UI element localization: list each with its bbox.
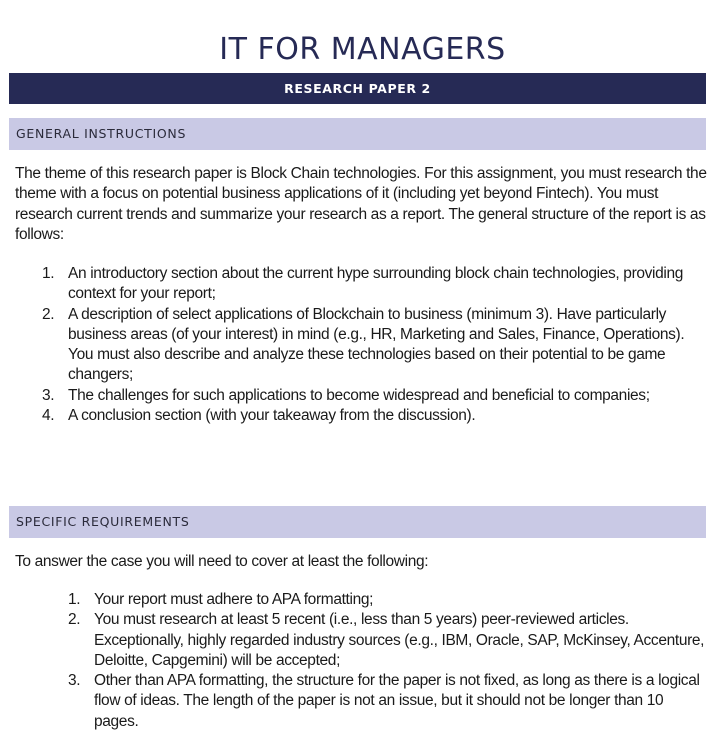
list-item: [40, 264, 705, 305]
list-item-number: 1.: [68, 591, 81, 608]
list-item: [66, 671, 711, 732]
list-item-number: 2.: [68, 611, 81, 629]
general-instructions-intro: The theme of this research paper is Block Chain technologies. For this assignment, you must research the theme with a focus on potential business applications of it (including yet beyond Fintech). You must research current trends and summarize your research as a report. The general structure of the report is as follows:: [15, 165, 707, 243]
general-instructions-list: [40, 264, 705, 426]
research-paper-banner: RESEARCH PAPER 2: [9, 73, 706, 104]
list-item-text: An introductory section about the current hype surrounding block chain technologies, providing context for your report;: [68, 265, 684, 303]
general-instructions-heading: GENERAL INSTRUCTIONS: [9, 118, 706, 150]
list-item-number: 3.: [42, 386, 55, 404]
list-item: [40, 406, 705, 426]
list-item-number: 1.: [42, 265, 55, 282]
list-item-text: You must research at least 5 recent (i.e., less than 5 years) peer-reviewed articles. Exceptionally, highly regarded industry sources (e.g., IBM, Oracle, SAP, McKinsey, Accenture, Deloitte, Capgemini) will be accepted;: [94, 611, 705, 669]
list-item-number: 2.: [42, 305, 55, 323]
list-item-text: Your report must adhere to APA formatting;: [94, 591, 374, 608]
list-item-number: 3.: [68, 672, 81, 690]
list-item: [66, 610, 711, 671]
specific-requirements-heading: SPECIFIC REQUIREMENTS: [9, 506, 706, 538]
document-title: IT FOR MANAGERS: [219, 32, 506, 68]
list-item: [40, 386, 705, 406]
specific-requirements-intro: To answer the case you will need to cover at least the following:: [15, 553, 429, 570]
list-item-text: A description of select applications of Blockchain to business (minimum 3). Have particularly business areas (of your interest) in mind (e.g., HR, Marketing and Sales, Finance, Operations). You must also describe and analyze these technologies based on their potential to be game changers;: [68, 305, 685, 384]
list-item-text: A conclusion section (with your takeaway from the discussion).: [68, 407, 476, 425]
specific-requirements-list: [66, 590, 711, 732]
list-item: [40, 305, 705, 386]
list-item-text: Other than APA formatting, the structure for the paper is not fixed, as long as there is a logical flow of ideas. The length of the paper is not an issue, but it should not be longer than 10 pages.: [94, 672, 700, 730]
list-item: [66, 590, 711, 610]
list-item-text: The challenges for such applications to become widespread and beneficial to companies;: [68, 386, 650, 404]
list-item-number: 4.: [42, 407, 55, 425]
